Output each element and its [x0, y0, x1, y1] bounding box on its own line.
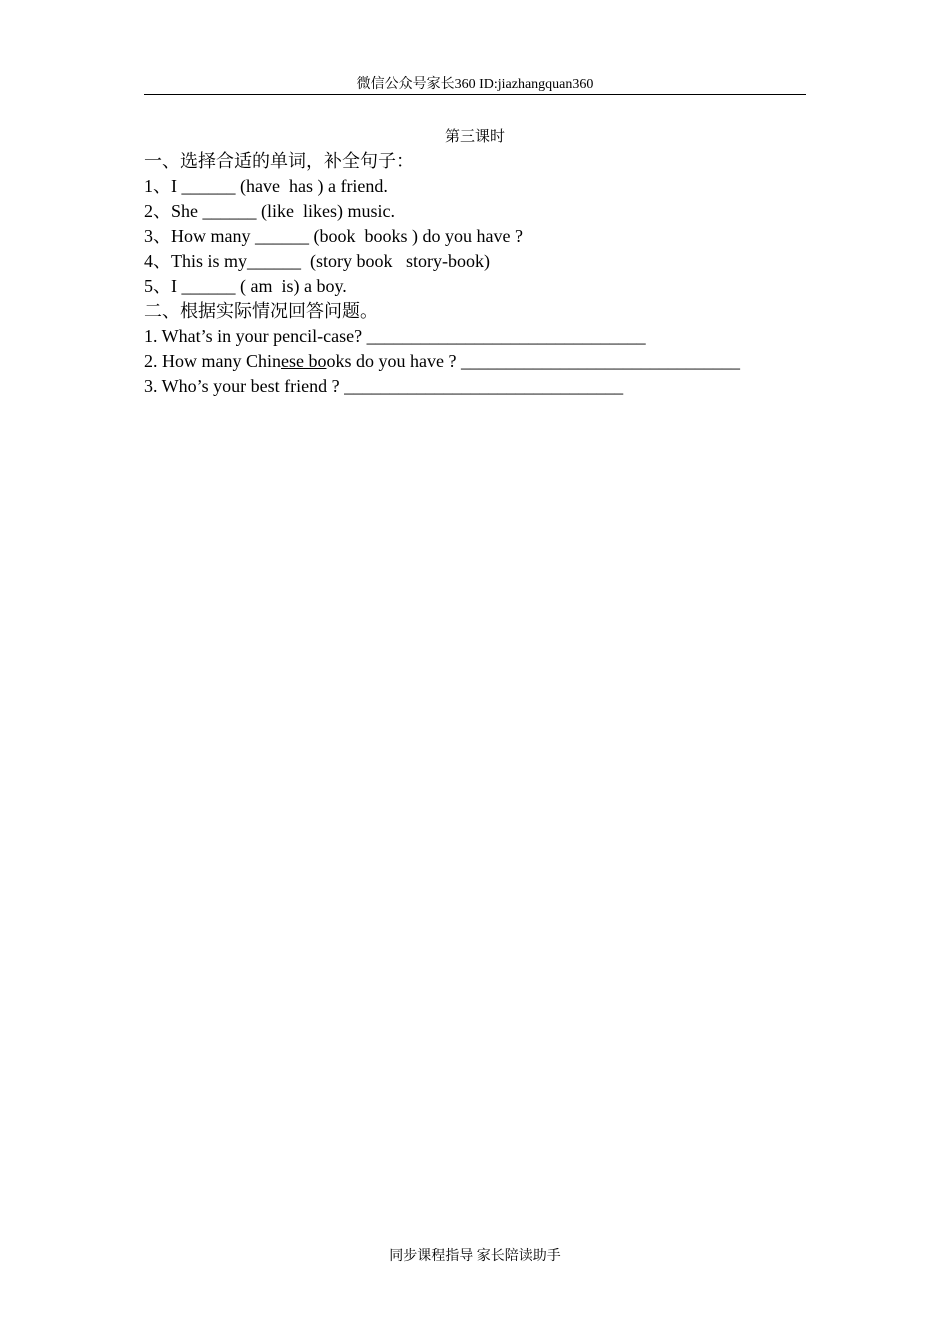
question-2-underlined: ese bo	[281, 351, 327, 371]
question-2-prefix: 2. How many Chin	[144, 351, 281, 371]
lesson-title: 第三课时	[444, 129, 505, 145]
question-2	[144, 349, 824, 374]
section-heading-answer-questions: 二、根据实际情况回答问题。	[144, 301, 378, 321]
question-2-suffix: oks do you have ? _______________________________	[326, 351, 740, 371]
question-3: 3. Who’s your best friend ? _______________________________	[144, 376, 624, 396]
exercise-item-5: 5、I ______ ( am is) a boy.	[144, 276, 347, 296]
exercise-item-2: 2、She ______ (like likes) music.	[144, 201, 395, 221]
exercise-item-4: 4、This is my______ (story book story-book)	[144, 251, 490, 271]
worksheet-content	[144, 149, 824, 399]
section-heading-choose-words: 一、选择合适的单词，补全句子：	[144, 151, 414, 171]
exercise-item-1: 1、I ______ (have has ) a friend.	[144, 176, 388, 196]
exercise-item-3: 3、How many ______ (book books ) do you have ?	[144, 226, 523, 246]
page-header	[144, 76, 806, 95]
page-footer: 同步课程指导 家长陪读助手	[389, 1249, 561, 1264]
header-text: 微信公众号家长360 ID:jiazhangquan360	[356, 77, 594, 92]
question-1: 1. What’s in your pencil-case? _______________________________	[144, 326, 646, 346]
